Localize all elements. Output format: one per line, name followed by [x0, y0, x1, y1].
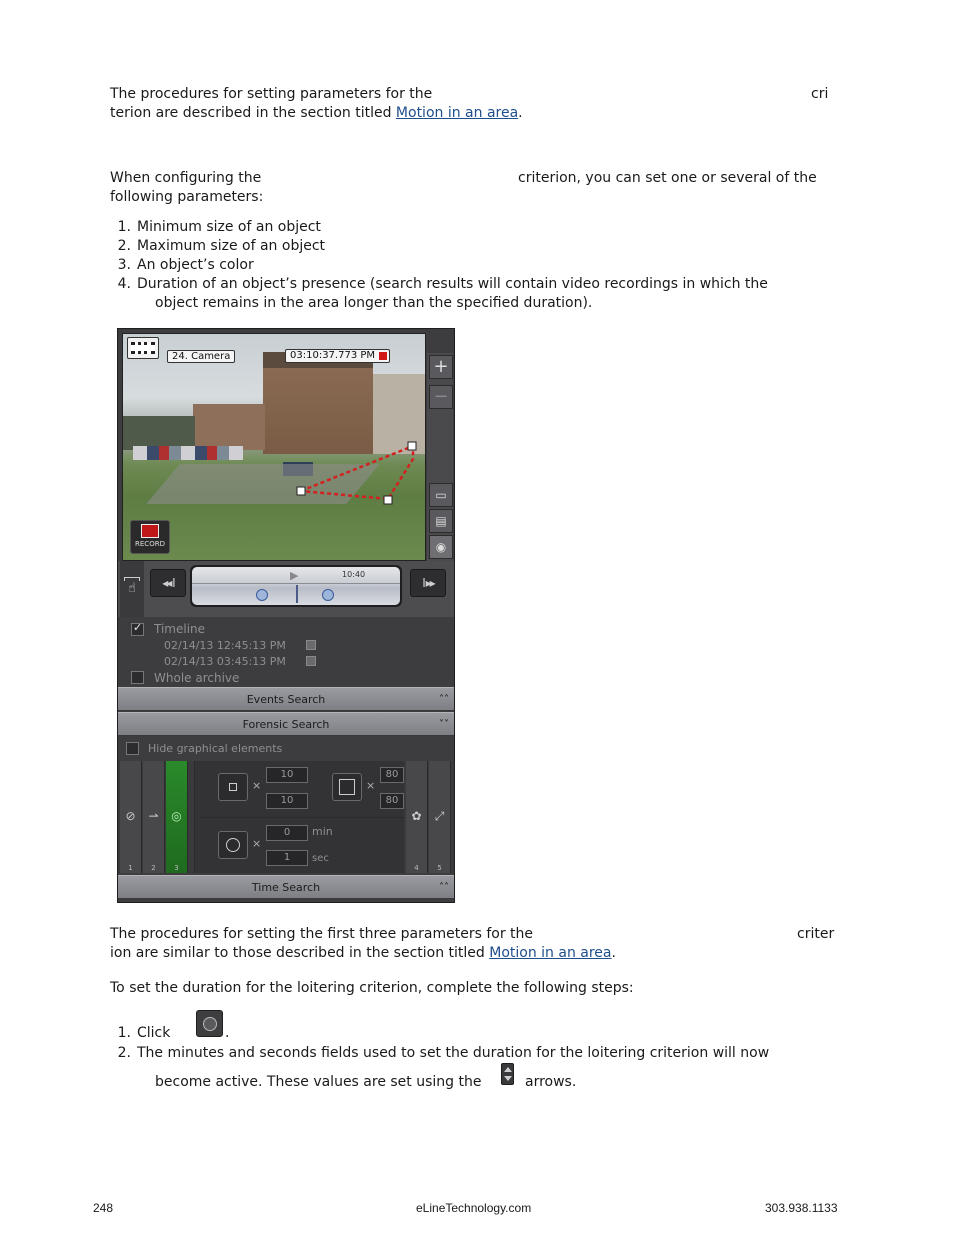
time-marker: 10:40	[342, 570, 366, 579]
max-size-button[interactable]	[332, 773, 362, 801]
zone-icon: ⊘	[125, 809, 136, 823]
hide-graphical-checkbox[interactable]	[126, 742, 139, 755]
motion-in-area-link[interactable]: Motion in an area	[489, 945, 612, 961]
whole-archive-label: Whole archive	[154, 671, 240, 685]
after-line-1-end: criter	[797, 926, 835, 942]
intro-line-2: terion are described in the section titled Motion in an area.	[110, 105, 523, 121]
duration-button[interactable]	[218, 831, 248, 859]
playhead[interactable]	[296, 585, 298, 603]
play-icon[interactable]: ▶	[290, 569, 299, 582]
hide-graphical-label: Hide graphical elements	[148, 742, 283, 755]
page-number: 248	[93, 1201, 114, 1215]
duration-intro: To set the duration for the loitering criterion, complete the following steps:	[110, 980, 634, 996]
list-item-continuation: object remains in the area longer than the specified duration).	[155, 295, 593, 311]
seconds-unit: sec	[312, 853, 329, 864]
record-button[interactable]: RECORD	[130, 520, 170, 554]
loiter-icon: ◎	[171, 809, 182, 823]
monitor-icon[interactable]: ▭	[429, 483, 453, 507]
after-line-1: The procedures for setting the first three parameters for the	[110, 926, 534, 942]
list-item: 1. Minimum size of an object	[117, 219, 321, 235]
minutes-stepper[interactable]: 0	[266, 825, 308, 841]
right-toolbar	[427, 353, 453, 561]
record-icon	[141, 524, 159, 538]
minutes-unit: min	[312, 825, 333, 838]
max-height-stepper[interactable]: 80	[380, 793, 404, 809]
camera-video	[122, 333, 426, 561]
forensic-search-header[interactable]: Forensic Search ˅˅	[118, 712, 454, 736]
min-width-stepper[interactable]: 10	[266, 767, 308, 783]
list-item: 2. Maximum size of an object	[117, 238, 326, 254]
color-icon: ✿	[411, 809, 422, 823]
list-item: 2. The minutes and seconds fields used to set the duration for the loitering criterion will now	[117, 1045, 770, 1061]
timestamp: 03:10:37.773 PM	[285, 349, 390, 363]
whole-archive-checkbox[interactable]	[131, 671, 144, 684]
zoom-in-button[interactable]: +	[429, 355, 453, 379]
line-icon: ⇀	[148, 809, 159, 823]
playback-controls	[118, 561, 454, 617]
min-height-stepper[interactable]: 10	[266, 793, 308, 809]
zoom-out-button[interactable]: −	[429, 385, 453, 409]
footer-site: eLineTechnology.com	[416, 1201, 532, 1215]
footer-phone: 303.938.1133	[765, 1201, 838, 1215]
expand-icon: ˄˄	[439, 694, 449, 705]
config-line-1: When configuring the	[110, 170, 262, 186]
list-item: 4. Duration of an object’s presence (search results will contain video recordings in which the	[117, 276, 768, 292]
timeline-slider[interactable]	[190, 565, 402, 607]
film-icon	[127, 337, 159, 359]
filter-tab-3[interactable]: ◎ 3	[166, 761, 188, 873]
record-dot-icon	[379, 352, 387, 360]
filter-tab-4[interactable]: ✿ 4	[406, 761, 428, 873]
list-item: 1. Click	[117, 1025, 171, 1041]
marker-left-icon[interactable]	[256, 589, 268, 601]
date-from[interactable]: 02/14/13 12:45:13 PM	[164, 639, 286, 652]
timeline-label: Timeline	[154, 622, 206, 636]
duration-button-icon[interactable]	[196, 1010, 223, 1037]
expand-icon: ˄˄	[439, 882, 449, 893]
after-line-2: ion are similar to those described in the section titled Motion in an area.	[110, 945, 616, 961]
timeline-checkbox[interactable]	[131, 623, 144, 636]
config-line-1-end: criterion, you can set one or several of the	[518, 170, 817, 186]
list-item: 3. An object’s color	[117, 257, 254, 273]
forward-button[interactable]: I ▸▸	[410, 569, 446, 597]
intro-text: The procedures for setting parameters for the	[110, 86, 433, 102]
config-line-2: following parameters:	[110, 189, 264, 205]
filter-tab-2[interactable]: ⇀ 2	[143, 761, 165, 873]
rewind-button[interactable]: ◂◂ I	[150, 569, 186, 597]
max-width-stepper[interactable]: 80	[380, 767, 404, 783]
motion-in-area-link[interactable]: Motion in an area	[395, 105, 519, 121]
date-to[interactable]: 02/14/13 03:45:13 PM	[164, 655, 286, 668]
marker-right-icon[interactable]	[322, 589, 334, 601]
spin-arrows-icon	[501, 1063, 514, 1085]
forensic-filters: ⊘ 1 ⇀ 2 ◎ 3 × 10 10 × 80 80 × 0 min 1 sec ✿ 4 ⤢ 5	[118, 761, 454, 873]
archive-icon[interactable]: ▤	[429, 509, 453, 533]
clock-icon	[226, 838, 240, 852]
camera-label: 24. Camera	[167, 350, 235, 363]
filter-tab-5[interactable]: ⤢ 5	[429, 761, 451, 873]
events-search-header[interactable]: Events Search ˄˄	[118, 687, 454, 711]
eye-icon[interactable]: ◉	[429, 535, 453, 559]
min-size-button[interactable]	[218, 773, 248, 801]
collapse-icon: ˅˅	[439, 719, 449, 730]
forensic-search-screenshot	[117, 328, 455, 903]
calendar-icon[interactable]	[306, 656, 316, 666]
seconds-stepper[interactable]: 1	[266, 850, 308, 866]
list-item-continuation: become active. These values are set using the	[155, 1074, 482, 1090]
ruler-hand-icon[interactable]: ☝	[120, 561, 144, 617]
time-search-header[interactable]: Time Search ˄˄	[118, 875, 454, 899]
calendar-icon[interactable]	[306, 640, 316, 650]
intro-line-1	[110, 85, 432, 104]
filter-tab-1[interactable]: ⊘ 1	[120, 761, 142, 873]
intro-line-1-end: cri	[811, 86, 829, 102]
move-icon: ⤢	[434, 809, 445, 823]
